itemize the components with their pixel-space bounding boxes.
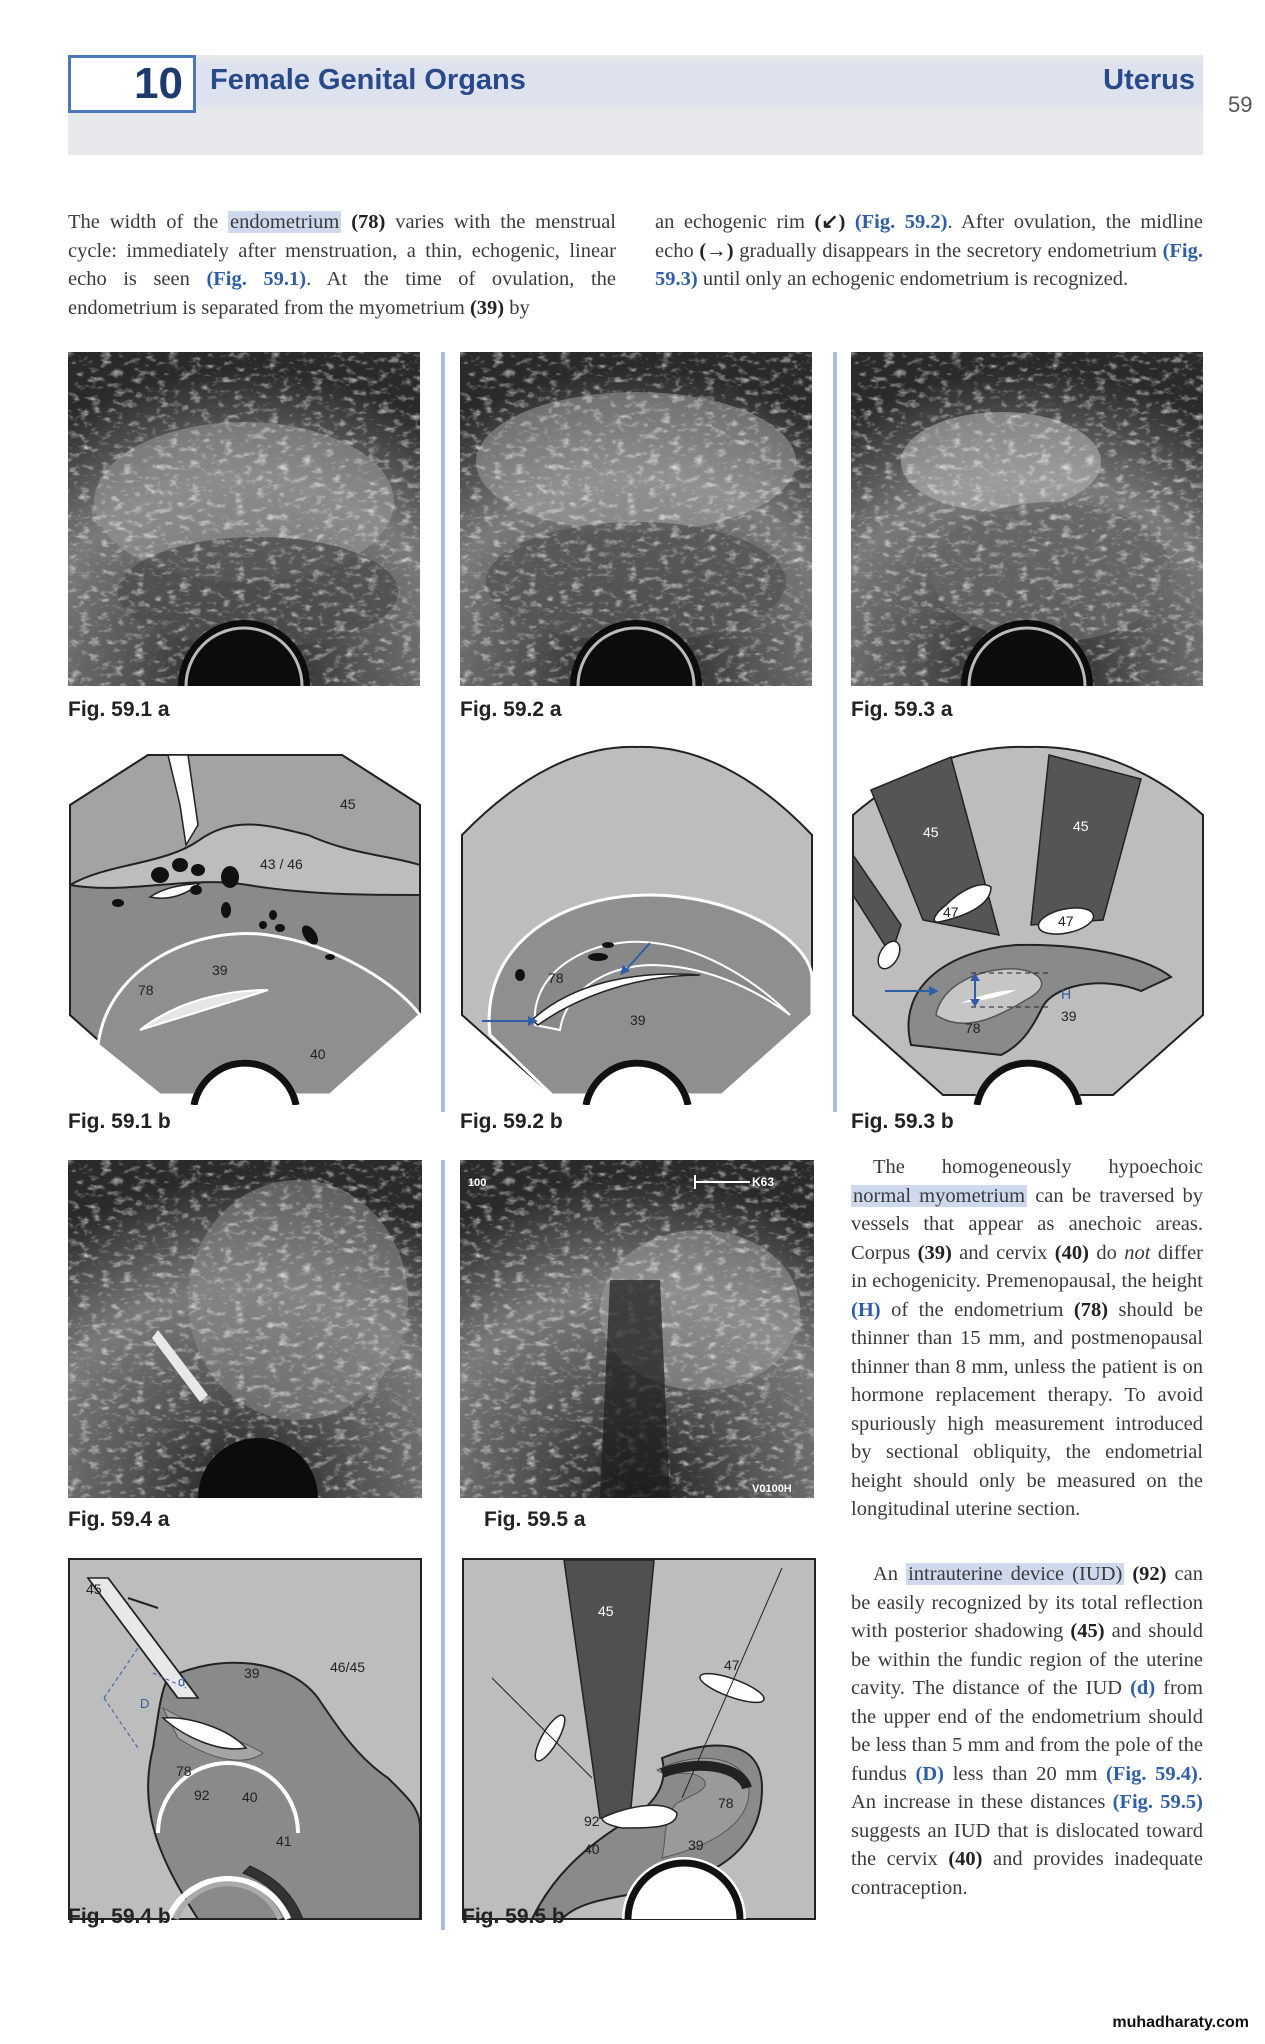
ref-D: (D) — [915, 1762, 944, 1785]
ultrasound-image-59-4a — [68, 1160, 422, 1498]
figure-caption: Fig. 59.3 b — [851, 1110, 954, 1133]
image-overlay-text: V0100H — [752, 1483, 792, 1495]
figure-caption: Fig. 59.5 b — [462, 1905, 565, 1928]
label-78: 78 — [965, 1020, 981, 1036]
label-78: 78 — [718, 1795, 734, 1811]
iud-paragraph: An intrauterine device (IUD) (92) can be easily recognized by its total reflection with posterior shadowing (45) and should be within the fundic region of the uterine cavity. The distance of the IUD (d) from the upper end of the endometrium should be less than 5 mm and from the pole of the fundus (D) less than 20 mm (Fig. 59.4). An increase in these distances (Fig. 59.5) suggests an IUD that is dislocated toward the cervix (40) and provides inadequate contraception. — [851, 1563, 1204, 1899]
fig-ref-59-3[interactable]: (Fig. 59.3) — [655, 239, 1203, 290]
column-divider — [833, 352, 837, 1112]
schematic-59-5b — [462, 1558, 816, 1920]
fig-ref-59-4[interactable]: (Fig. 59.4) — [1106, 1762, 1198, 1785]
ultrasound-image-59-5a — [460, 1160, 814, 1498]
label-40: 40 — [242, 1789, 258, 1805]
label-47: 47 — [1058, 913, 1074, 929]
highlight-iud: intrauterine device (IUD) — [908, 1563, 1123, 1585]
label-47: 47 — [724, 1657, 740, 1673]
label-H: H — [1061, 986, 1072, 1002]
label-45: 45 — [340, 796, 356, 812]
fig-ref-59-5[interactable]: (Fig. 59.5) — [1112, 1791, 1203, 1813]
label-45: 45 — [598, 1603, 614, 1619]
label-43-46: 43 / 46 — [260, 856, 303, 872]
site-watermark: muhadharaty.com — [1112, 2014, 1249, 2031]
fig-ref-59-1[interactable]: (Fig. 59.1) — [206, 268, 307, 290]
figure-caption: Fig. 59.1 b — [68, 1110, 171, 1133]
label-78: 78 — [176, 1763, 192, 1779]
schematic-59-2b — [460, 745, 814, 1105]
label-78: 78 — [548, 970, 564, 986]
schematic-59-4b — [68, 1558, 422, 1920]
label-D: D — [140, 1696, 150, 1711]
schematic-59-3b — [851, 745, 1205, 1105]
highlight-normal-myometrium: normal myometrium — [853, 1184, 1026, 1207]
figure-caption: Fig. 59.2 b — [460, 1110, 563, 1133]
ultrasound-image-59-2a — [460, 352, 812, 686]
chapter-number: 10 — [68, 55, 196, 113]
column-divider — [441, 1160, 445, 1930]
label-45: 45 — [86, 1581, 102, 1597]
intro-right-paragraph: an echogenic rim (↙) (Fig. 59.2). After ovulation, the midline echo (→) gradually disappears in the secretory endometrium (Fig. 59.3) until only an echogenic endometrium is recognized. — [655, 211, 1203, 290]
figure-caption: Fig. 59.4 b — [68, 1905, 171, 1928]
label-46-45: 46/45 — [330, 1659, 366, 1675]
label-47: 47 — [943, 904, 959, 920]
label-39: 39 — [688, 1837, 704, 1853]
intro-left-paragraph: The width of the endometrium (78) varies with the menstrual cycle: immediately after menstruation, a thin, echogenic, linear echo is seen (Fig. 59.1). At the time of ovulation, the endometrium is separated from the myometrium (39) by — [68, 211, 617, 319]
label-39: 39 — [1061, 1008, 1077, 1024]
ref-H: (H) — [851, 1298, 881, 1321]
section-title: Uterus — [1103, 64, 1195, 96]
label-40: 40 — [310, 1046, 326, 1062]
label-45: 45 — [1073, 818, 1089, 834]
figure-caption: Fig. 59.4 a — [68, 1508, 170, 1531]
figure-caption: Fig. 59.2 a — [460, 698, 562, 721]
figure-caption: Fig. 59.5 a — [484, 1508, 586, 1531]
label-d: d — [178, 1674, 186, 1689]
label-40: 40 — [584, 1841, 600, 1857]
image-overlay-text: 100 — [468, 1177, 487, 1189]
schematic-59-1b — [68, 745, 422, 1105]
label-39: 39 — [630, 1012, 646, 1028]
fig-ref-59-2[interactable]: (Fig. 59.2) — [854, 211, 948, 233]
label-45: 45 — [923, 824, 939, 840]
label-41: 41 — [276, 1833, 292, 1849]
myometrium-paragraph: The homogeneously hypoechoic normal myometrium can be traversed by vessels that appear as anechoic areas. Corpus (39) and cervix (40) do not differ in echogenicity. Premenopausal, the height (H) of the endometrium (78) should be thinner than 15 mm, and postmenopausal thinner than 8 mm, unless the patient is on hormone replacement therapy. To avoid spuriously high measurement introduced by sectional obliquity, the endometrial height should only be measured on the longitudinal uterine section. — [851, 1156, 1204, 1520]
label-78: 78 — [138, 982, 154, 998]
figure-caption: Fig. 59.3 a — [851, 698, 953, 721]
label-92: 92 — [584, 1813, 600, 1829]
ultrasound-image-59-3a — [851, 352, 1203, 686]
column-divider — [441, 352, 445, 1112]
label-92: 92 — [194, 1787, 210, 1803]
image-scale-label: K63 — [752, 1175, 775, 1189]
figure-caption: Fig. 59.1 a — [68, 698, 170, 721]
label-39: 39 — [244, 1665, 260, 1681]
label-39: 39 — [212, 962, 228, 978]
ultrasound-image-59-1a — [68, 352, 420, 686]
page-number: 59 — [1228, 92, 1253, 117]
highlight-endometrium: endometrium — [230, 211, 340, 233]
chapter-title: Female Genital Organs — [210, 64, 526, 96]
ref-d: (d) — [1130, 1677, 1156, 1699]
